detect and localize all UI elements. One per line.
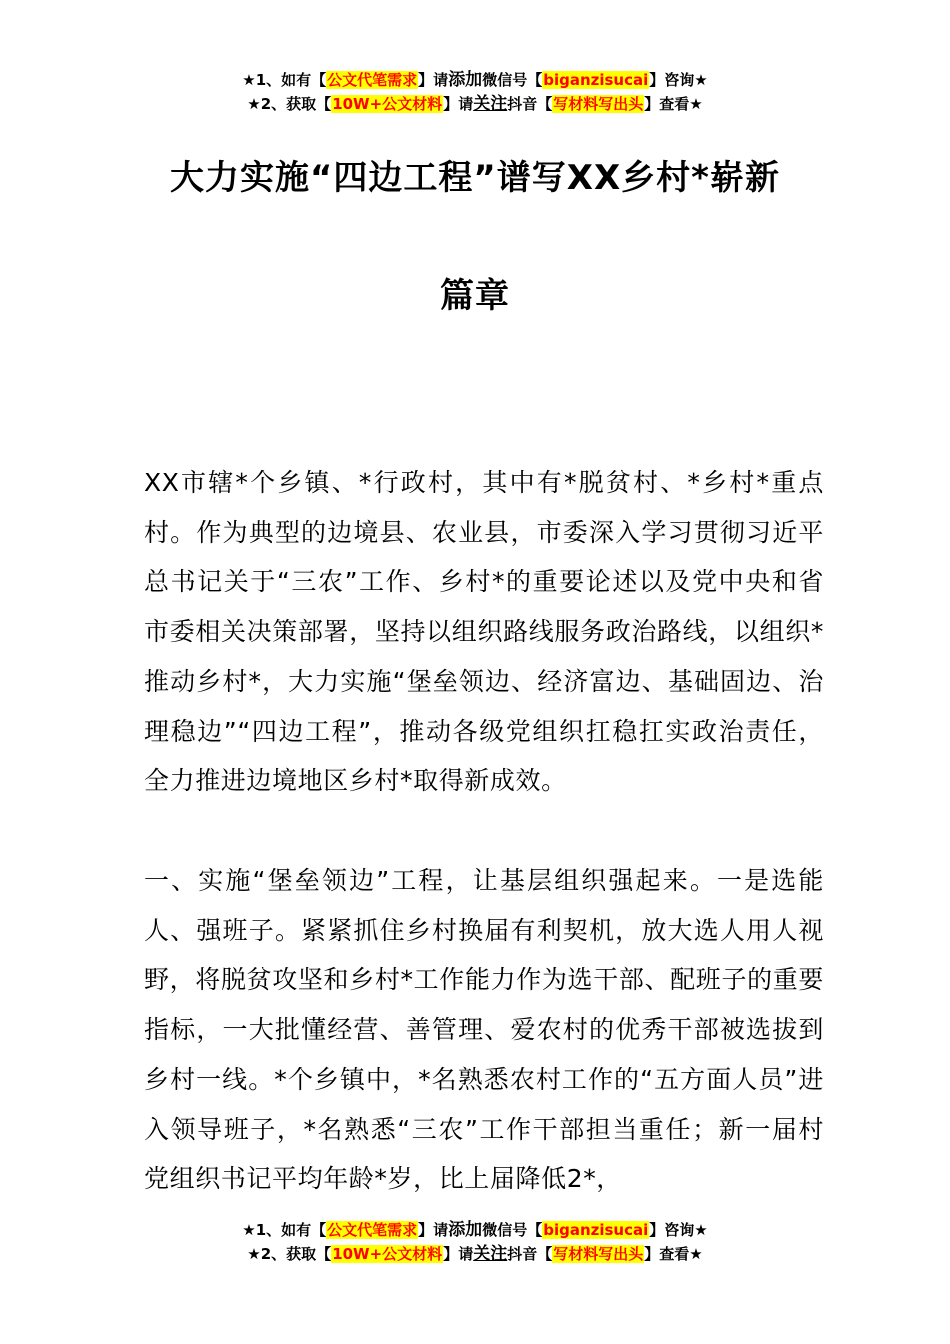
banner-text: ★1、如有【: [242, 1221, 327, 1239]
banner-text: 】查看★: [644, 95, 703, 113]
banner-highlight: 公文代笔需求: [327, 71, 418, 89]
banner-line-1: [0, 68, 950, 92]
footer-banner: [0, 1218, 950, 1266]
banner-text: 】请: [443, 95, 474, 113]
banner-text: ★2、获取【: [247, 1245, 332, 1263]
banner-emphasis: 关注: [473, 1244, 508, 1264]
banner-text: 】请: [418, 1221, 449, 1239]
banner-text: 抖音【: [507, 95, 553, 113]
banner-text: 】查看★: [644, 1245, 703, 1263]
banner-text: 】请: [443, 1245, 474, 1263]
body-paragraph-intro: XX市辖*个乡镇、*行政村，其中有*脱贫村、*乡村*重点村。作为典型的边境县、农业县，市委深入学习贯彻习近平总书记关于“三农”工作、乡村*的重要论述以及党中央和省市委相关决策部署，坚持以组织路线服务政治路线，以组织*推动乡村*，大力实施“堡垒领边、经济富边、基础固边、治理稳边”“四边工程”，推动各级党组织扛稳扛实政治责任，全力推进边境地区乡村*取得新成效。: [144, 468, 824, 796]
banner-text: 】咨询★: [649, 1221, 708, 1239]
document-title-line-2: 篇章: [440, 276, 510, 316]
banner-highlight: 写材料写出头: [553, 1245, 644, 1263]
banner-text: ★1、如有【: [242, 71, 327, 89]
banner-emphasis: 关注: [473, 94, 508, 114]
banner-text: 抖音【: [507, 1245, 553, 1263]
banner-line-1: [0, 1218, 950, 1242]
banner-emphasis: 添加: [448, 70, 483, 90]
banner-text: 】请: [418, 71, 449, 89]
banner-highlight: 10W+公文材料: [332, 1245, 443, 1263]
banner-highlight: 公文代笔需求: [327, 1221, 418, 1239]
banner-text: 】咨询★: [649, 71, 708, 89]
body-paragraph-section-one: 一、实施“堡垒领边”工程，让基层组织强起来。一是选能人、强班子。紧紧抓住乡村换届有利契机，放大选人用人视野，将脱贫攻坚和乡村*工作能力作为选干部、配班子的重要指标，一大批懂经营、善管理、爱农村的优秀干部被选拔到乡村一线。*个乡镇中，*名熟悉农村工作的“五方面人员”进入领导班子，*名熟悉“三农”工作干部担当重任；新一届村党组织书记平均年龄*岁，比上届降低2*，: [144, 866, 824, 1194]
banner-highlight: 写材料写出头: [553, 95, 644, 113]
banner-highlight: biganzisucai: [543, 71, 649, 89]
banner-highlight: biganzisucai: [543, 1221, 649, 1239]
banner-highlight: 10W+公文材料: [332, 95, 443, 113]
banner-line-2: [0, 1242, 950, 1266]
banner-text: 微信号【: [482, 1221, 543, 1239]
banner-line-2: [0, 92, 950, 116]
banner-text: ★2、获取【: [247, 95, 332, 113]
document-title-line-1: 大力实施“四边工程”谱写XX乡村*崭新: [170, 158, 780, 198]
banner-emphasis: 添加: [448, 1220, 483, 1240]
header-banner: [0, 68, 950, 116]
banner-text: 微信号【: [482, 71, 543, 89]
